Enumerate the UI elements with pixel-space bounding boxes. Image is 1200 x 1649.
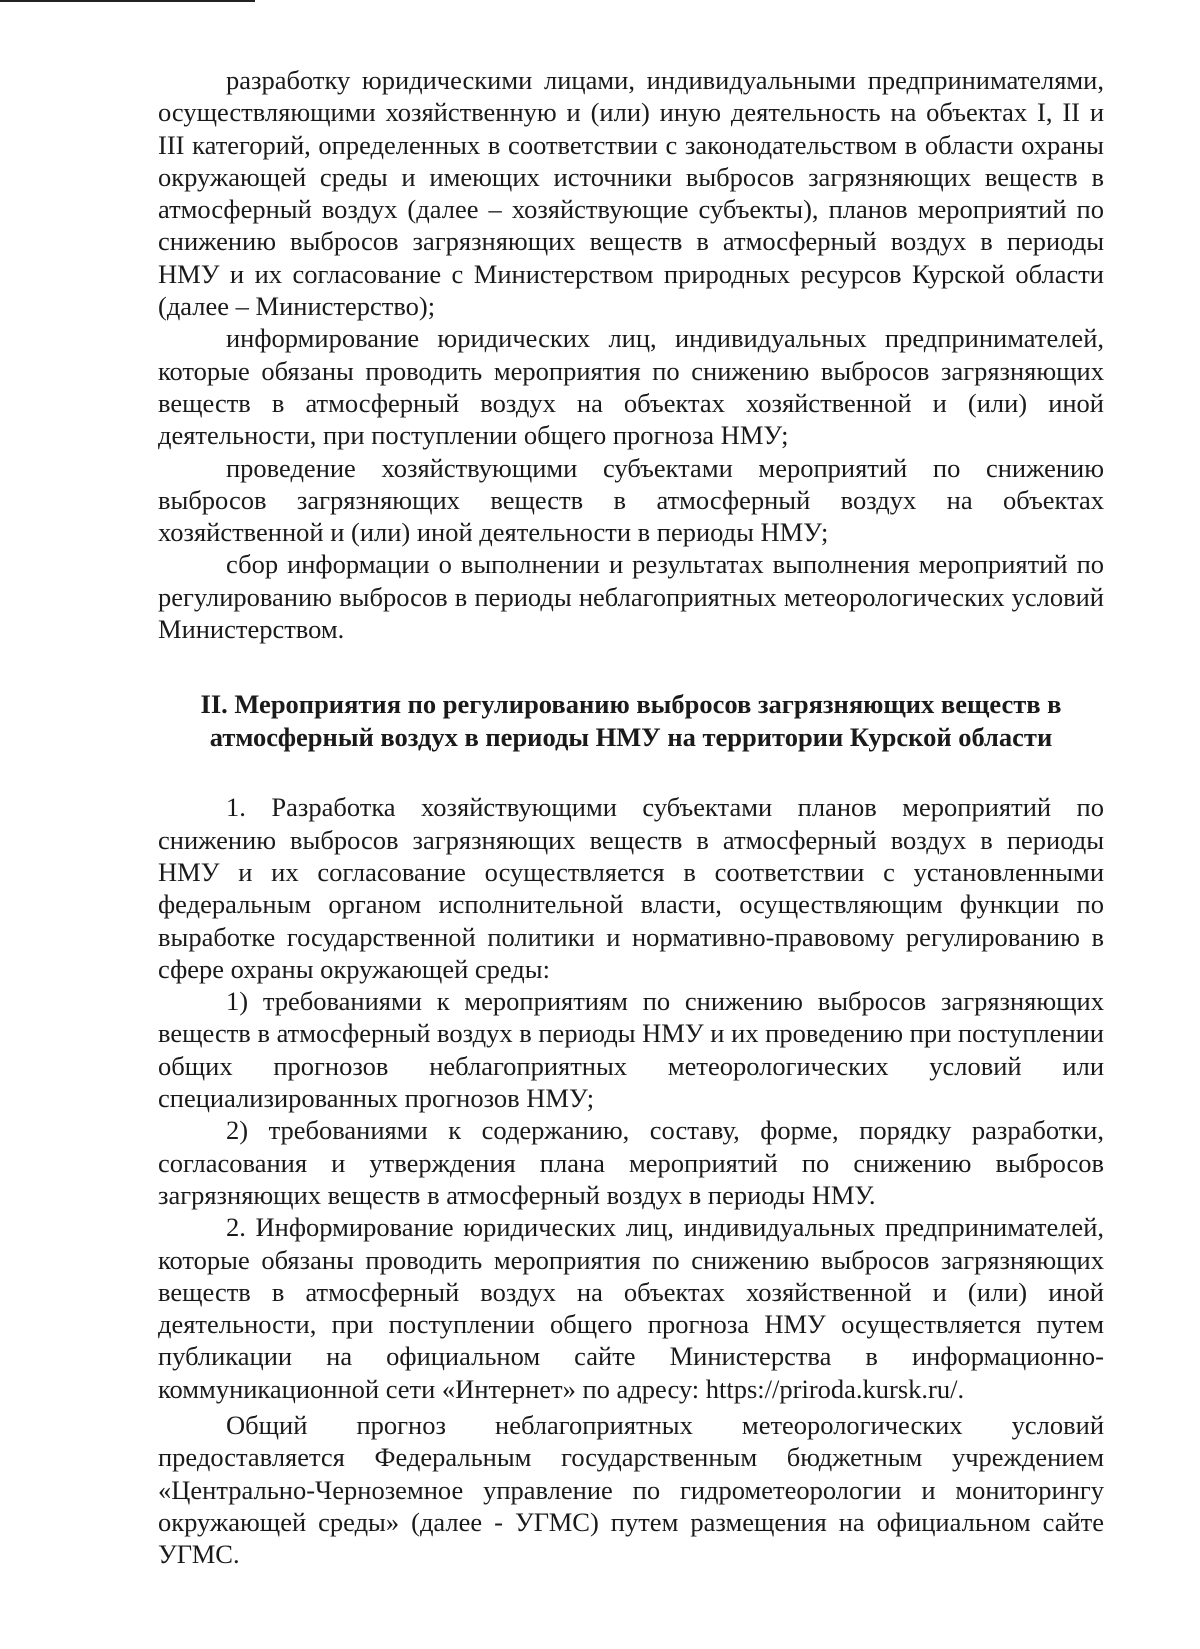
paragraph: 1. Разработка хозяйствующими субъектами планов мероприятий по снижению выбросов загрязняющих веществ в атмосферный воздух в периоды НМУ и их согласование осуществляется в соответствии с установленными федеральным органом исполнительной власти, осуществляющим функции по выработке государственной политики и нормативно-правовому регулированию в сфере охраны окружающей среды: <box>158 792 1104 984</box>
scan-edge-line <box>0 0 255 2</box>
paragraph: Общий прогноз неблагоприятных метеорологических условий предоставляется Федеральным государственным бюджетным учреждением «Центрально-Черноземное управление по гидрометеорологии и мониторингу окружающей среды» (далее - УГМС) путем размещения на официальном сайте УГМС. <box>158 1409 1104 1570</box>
section-heading: II. Мероприятия по регулированию выбросов загрязняющих веществ в атмосферный воздух в периоды НМУ на территории Курской области <box>200 689 1062 753</box>
paragraph: проведение хозяйствующими субъектами мероприятий по снижению выбросов загрязняющих веществ в атмосферный воздух на объектах хозяйственной и (или) иной деятельности в периоды НМУ; <box>158 452 1104 548</box>
paragraph: 1) требованиями к мероприятиям по снижению выбросов загрязняющих веществ в атмосферный воздух в периоды НМУ и их проведению при поступлении общих прогнозов неблагоприятных метеорологических условий или специализированных прогнозов НМУ; <box>158 986 1104 1114</box>
paragraph: 2. Информирование юридических лиц, индивидуальных предпринимателей, которые обязаны проводить мероприятия по снижению выбросов загрязняющих веществ в атмосферный воздух на объектах хозяйственной и (или) иной деятельности, при поступлении общего прогноза НМУ осуществляется путем публикации на официальном сайте Министерства в информационно-коммуникационной сети «Интернет» по адресу: https://priroda.kursk.ru/. <box>158 1212 1104 1404</box>
paragraph: разработку юридическими лицами, индивидуальными предпринимателями, осуществляющими хозяйственную и (или) иную деятельность на объектах I, II и III категорий, определенных в соответствии с законодательством в области охраны окружающей среды и имеющих источники выбросов загрязняющих веществ в атмосферный воздух (далее – хозяйствующие субъекты), планов мероприятий по снижению выбросов загрязняющих веществ в атмосферный воздух в периоды НМУ и их согласование с Министерством природных ресурсов Курской области (далее – Министерство); <box>158 65 1104 322</box>
paragraph: 2) требованиями к содержанию, составу, форме, порядку разработки, согласования и утверждения плана мероприятий по снижению выбросов загрязняющих веществ в атмосферный воздух в периоды НМУ. <box>158 1115 1104 1210</box>
paragraph: информирование юридических лиц, индивидуальных предпринимателей, которые обязаны проводить мероприятия по снижению выбросов загрязняющих веществ в атмосферный воздух на объектах хозяйственной и (или) иной деятельности, при поступлении общего прогноза НМУ; <box>158 323 1104 451</box>
paragraph: сбор информации о выполнении и результатах выполнения мероприятий по регулированию выбросов в периоды неблагоприятных метеорологических условий Министерством. <box>158 549 1104 645</box>
document-page <box>158 64 1104 1570</box>
